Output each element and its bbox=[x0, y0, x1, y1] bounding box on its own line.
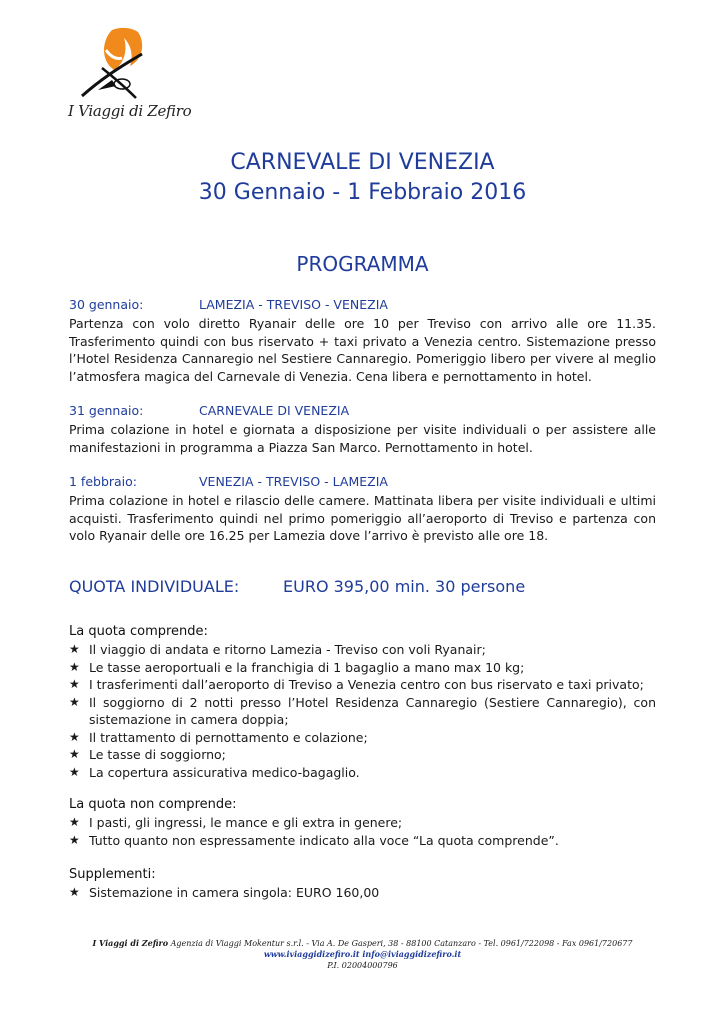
day-date: 1 febbraio: bbox=[69, 474, 138, 489]
includes-heading: La quota comprende: bbox=[69, 624, 208, 639]
list-item: ★ Il trattamento di pernottamento e colazione; bbox=[69, 729, 368, 745]
supplements-heading: Supplementi: bbox=[69, 867, 156, 882]
zefiro-logo-icon bbox=[72, 20, 172, 108]
day-heading bbox=[69, 474, 388, 489]
star-bullet-icon: ★ bbox=[69, 677, 80, 691]
day-date: 31 gennaio: bbox=[69, 403, 144, 418]
footer-vat: P.I. 02004000796 bbox=[327, 961, 398, 970]
title-line-2: 30 Gennaio - 1 Febbraio 2016 bbox=[198, 180, 527, 205]
logo-text: I Viaggi di Zefiro bbox=[68, 102, 192, 120]
title-line-1: CARNEVALE DI VENEZIA bbox=[230, 150, 495, 175]
page-footer bbox=[0, 938, 725, 971]
star-bullet-icon: ★ bbox=[69, 764, 80, 779]
list-item: ★ Le tasse aeroportuali e la franchigia di 1 bagaglio a mano max 10 kg; bbox=[69, 659, 525, 675]
program-heading: PROGRAMMA bbox=[296, 252, 429, 276]
footer-address: Agenzia di Viaggi Mokentur s.r.l. - Via A. De Gasperi, 38 - 88100 Catanzaro - Tel. 0961/722098 - Fax 0961/720677 bbox=[168, 939, 633, 948]
day-description: Prima colazione in hotel e rilascio delle camere. Mattinata libera per visite individuali e ultimi acquisti. Trasferimento quindi nel primo pomeriggio all’aeroporto di Treviso e partenza con volo Ryanair delle ore 16.25 per Lamezia dove l’arrivo è previsto alle ore 18. bbox=[69, 493, 656, 543]
list-item: ★ Sistemazione in camera singola: EURO 160,00 bbox=[69, 885, 380, 900]
list-item: ★ Il viaggio di andata e ritorno Lamezia - Treviso con voli Ryanair; bbox=[69, 642, 486, 657]
list-item: ★ I pasti, gli ingressi, le mance e gli extra in genere; bbox=[69, 815, 403, 830]
list-item: ★ Le tasse di soggiorno; bbox=[69, 747, 226, 762]
star-bullet-icon: ★ bbox=[69, 832, 80, 847]
footer-web-links[interactable]: www.iviaggidizefiro.it info@iviaggidizefiro.it bbox=[263, 949, 462, 959]
day-route: CARNEVALE DI VENEZIA bbox=[199, 403, 350, 418]
day-heading bbox=[69, 403, 350, 418]
list-item: ★ La copertura assicurativa medico-bagaglio. bbox=[69, 764, 360, 780]
star-bullet-icon: ★ bbox=[69, 729, 80, 744]
list-item: ★ I trasferimenti dall’aeroporto di Treviso a Venezia centro con bus riservato e taxi privato; bbox=[69, 677, 644, 692]
day-route: VENEZIA - TREVISO - LAMEZIA bbox=[199, 474, 388, 489]
star-bullet-icon: ★ bbox=[69, 694, 80, 709]
day-description: Partenza con volo diretto Ryanair delle ore 10 per Treviso con arrivo alle ore 11.35. Trasferimento quindi con bus riservato + taxi privato a Venezia centro. Sistemazione presso l’Hotel Residenza Cannaregio nel Sestiere Cannaregio. Pomeriggio libero per vivere al meglio l’atmosfera magica del Carnevale di Venezia. Cena libera e pernottamento in hotel. bbox=[69, 316, 656, 384]
price-line bbox=[69, 577, 526, 596]
star-bullet-icon: ★ bbox=[69, 659, 80, 674]
includes-list bbox=[69, 641, 656, 781]
star-bullet-icon: ★ bbox=[69, 815, 80, 829]
day-heading bbox=[69, 297, 388, 312]
company-logo bbox=[62, 20, 192, 132]
list-item: ★ Il soggiorno di 2 notti presso l’Hotel Residenza Cannaregio (Sestiere Cannaregio), con sistemazione in camera doppia; bbox=[69, 694, 656, 727]
list-item: ★ Tutto quanto non espressamente indicato alla voce “La quota comprende”. bbox=[69, 832, 559, 848]
footer-brand: I Viaggi di Zefiro bbox=[92, 938, 169, 948]
price-value: EURO 395,00 min. 30 persone bbox=[283, 577, 526, 596]
star-bullet-icon: ★ bbox=[69, 642, 80, 656]
star-bullet-icon: ★ bbox=[69, 747, 80, 761]
supplements-list bbox=[69, 884, 656, 902]
price-label: QUOTA INDIVIDUALE: bbox=[69, 577, 240, 596]
day-description: Prima colazione in hotel e giornata a disposizione per visite individuali o per assistere alle manifestazioni in programma a Piazza San Marco. Pernottamento in hotel. bbox=[69, 422, 656, 455]
excludes-list bbox=[69, 814, 656, 849]
excludes-heading: La quota non comprende: bbox=[69, 797, 237, 812]
star-bullet-icon: ★ bbox=[69, 885, 80, 899]
day-date: 30 gennaio: bbox=[69, 297, 144, 312]
day-route: LAMEZIA - TREVISO - VENEZIA bbox=[199, 297, 388, 312]
